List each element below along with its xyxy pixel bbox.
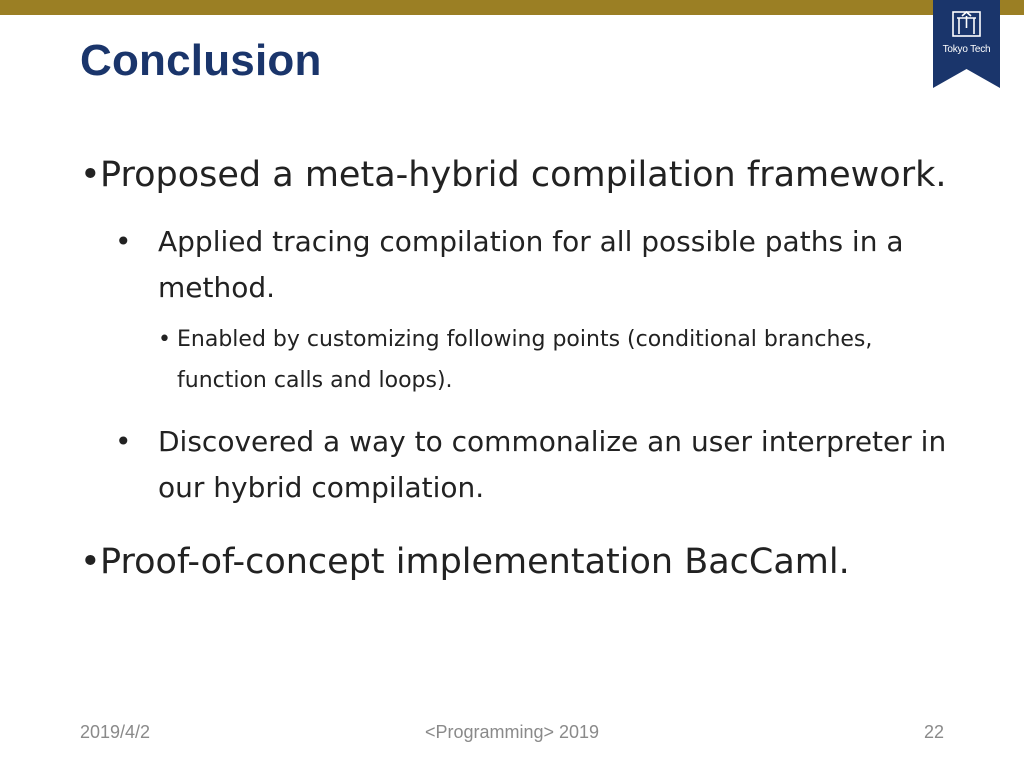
sub-bullet-text: Discovered a way to commonalize an user interpreter in our hybrid compilation. [158, 425, 947, 504]
bullet-item [80, 537, 960, 588]
slide-title: Conclusion [80, 36, 322, 85]
logo-text: Tokyo Tech [942, 44, 991, 55]
sub-bullet-item [80, 219, 960, 311]
sub-sub-bullet-dot: • [158, 327, 171, 352]
bullet-dot: • [80, 542, 101, 582]
bullet-text: Proof-of-concept implementation BacCaml. [100, 542, 850, 582]
footer-date: 2019/4/2 [80, 722, 151, 742]
sub-bullet-dot: • [115, 225, 132, 258]
footer-conference: <Programming> 2019 [424, 722, 600, 742]
tokyo-tech-logo [933, 0, 1000, 88]
slide-content [80, 150, 960, 588]
sub-bullet-text: Applied tracing compilation for all possible paths in a method. [158, 225, 904, 304]
sub-bullet-item [80, 419, 960, 511]
footer-page-number: 22 [923, 722, 944, 742]
sub-sub-bullet-item [80, 319, 960, 401]
bullet-text: Proposed a meta-hybrid compilation framework. [100, 155, 947, 195]
top-accent-bar [0, 0, 1024, 15]
sub-sub-bullet-text: Enabled by customizing following points (conditional branches, function calls and loops). [177, 327, 873, 393]
bullet-dot: • [80, 155, 101, 195]
sub-bullet-dot: • [115, 425, 132, 458]
bullet-item [80, 150, 960, 201]
